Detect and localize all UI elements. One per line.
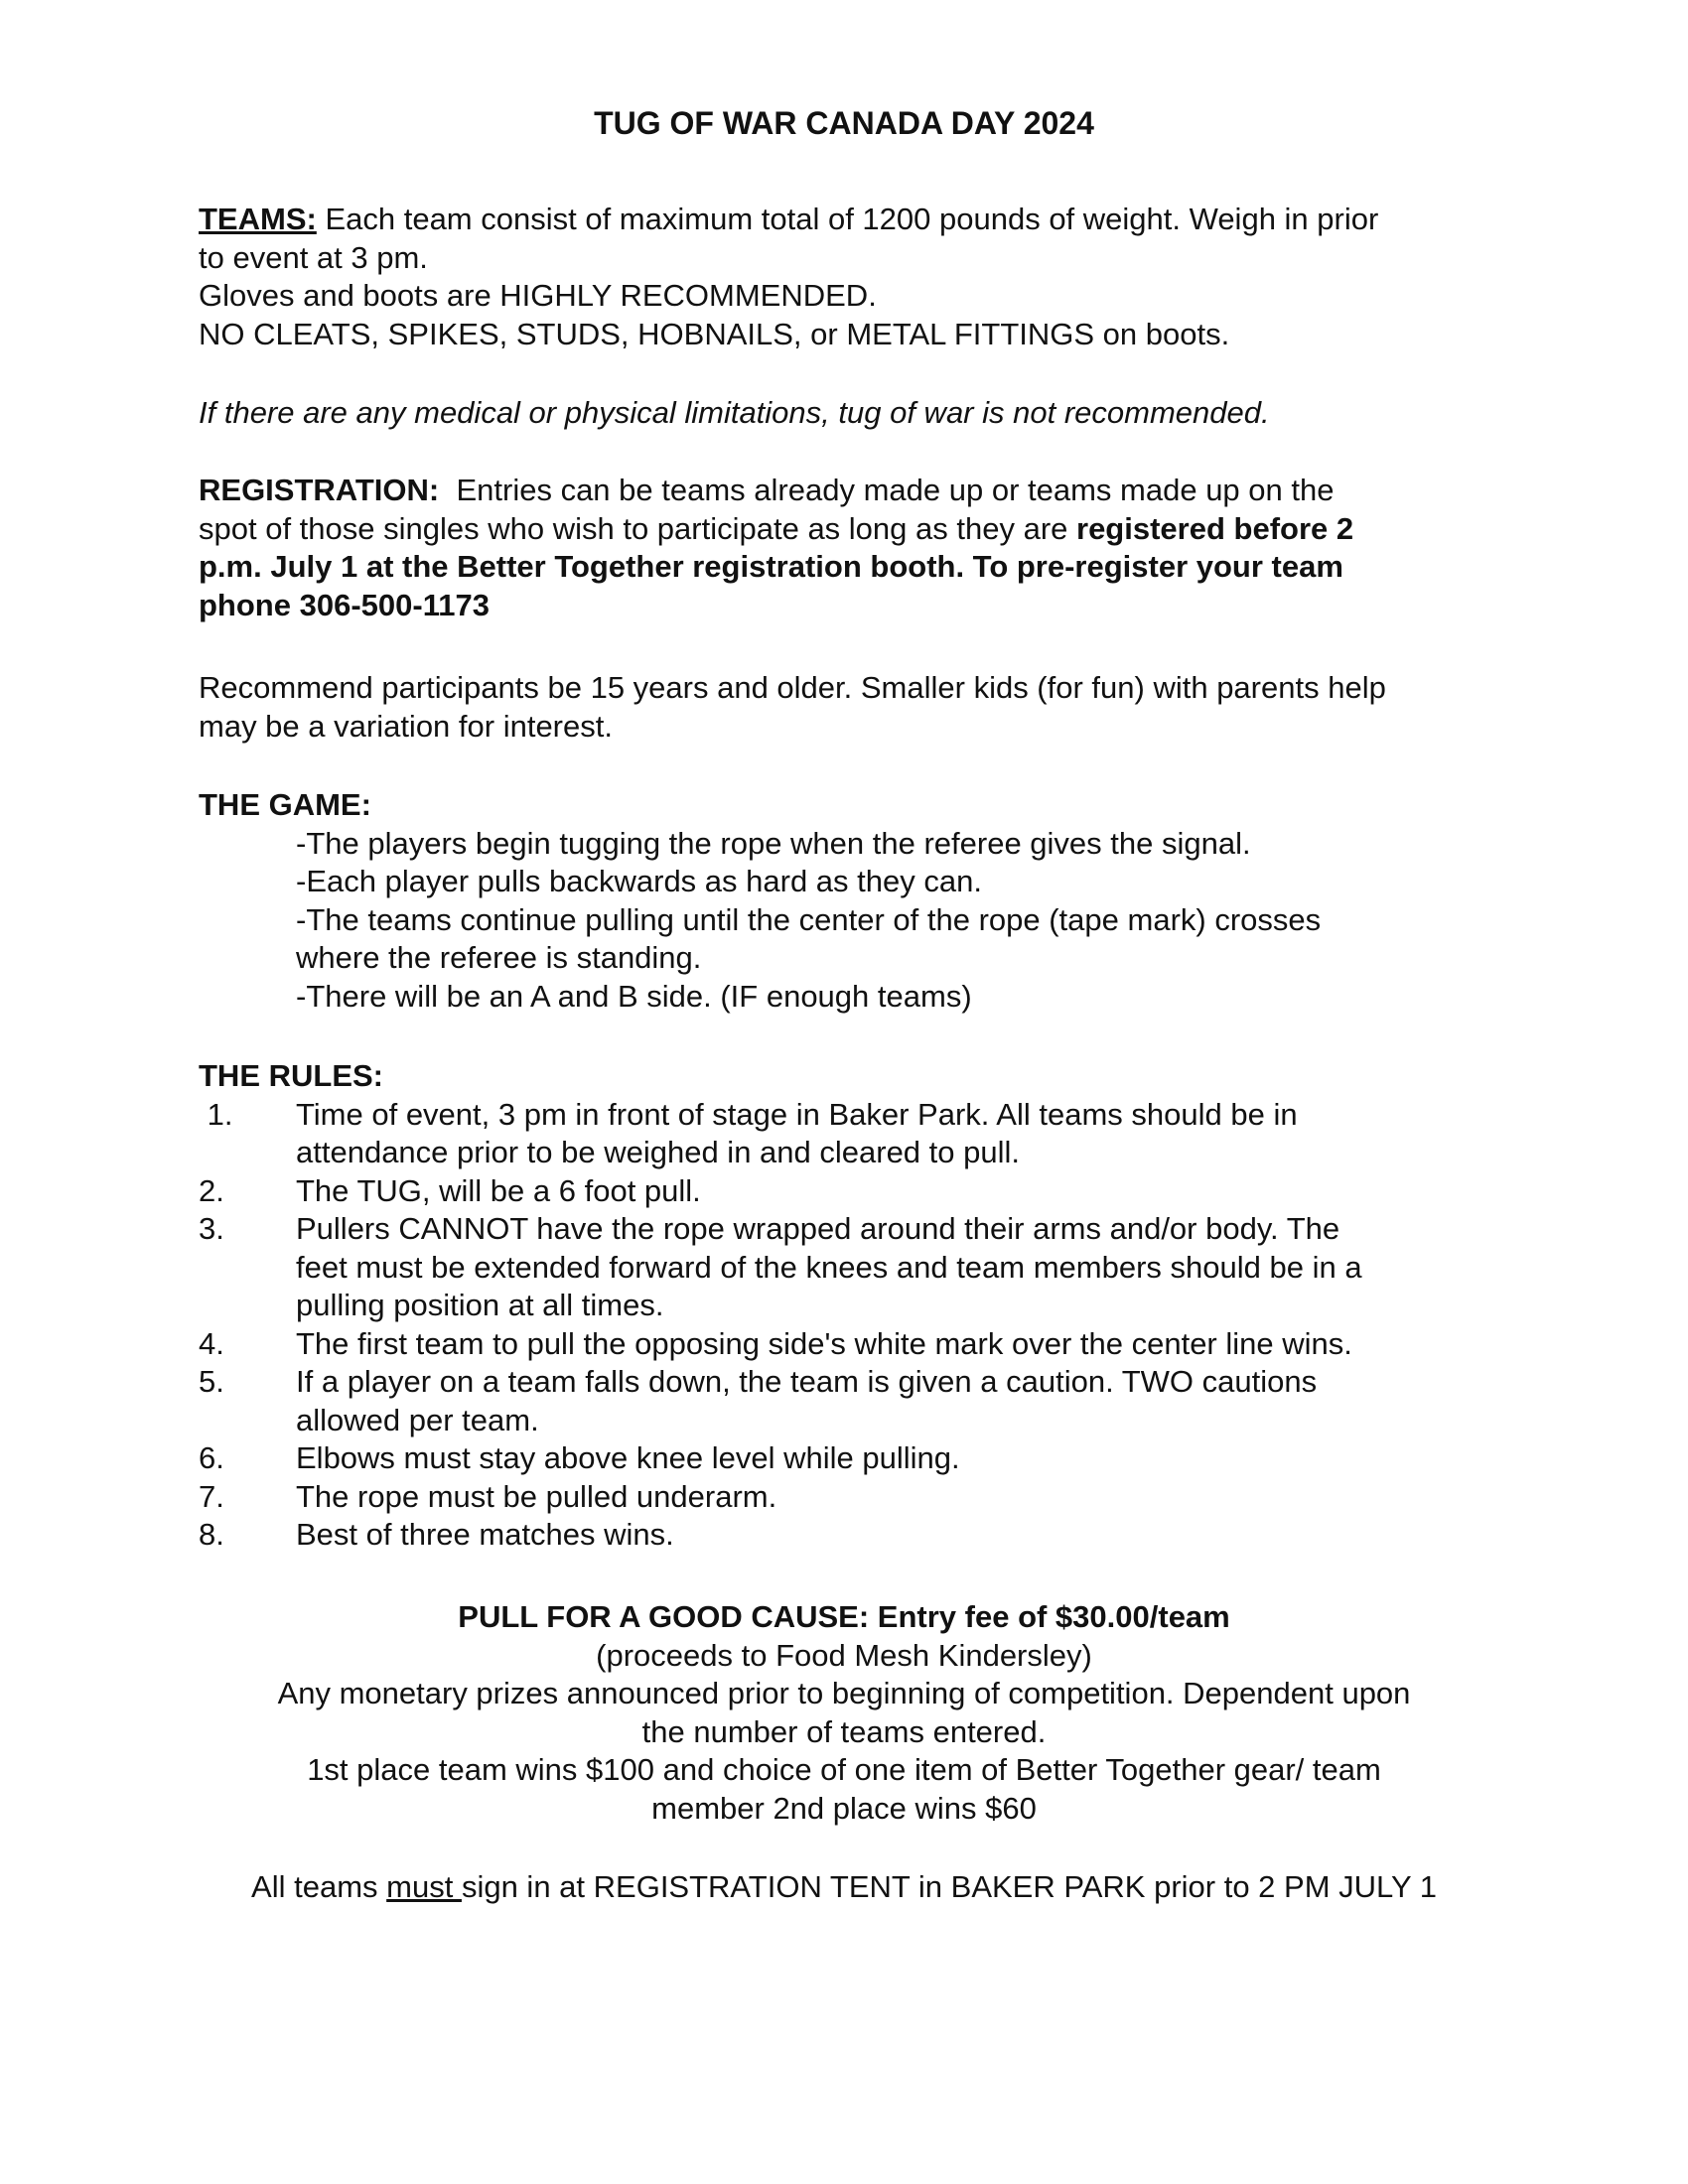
footer-line — [149, 1868, 1539, 1907]
rule-number: 8. — [199, 1517, 224, 1552]
teams-line-3: Gloves and boots are HIGHLY RECOMMENDED. — [199, 278, 877, 313]
teams-section — [199, 201, 1489, 353]
rule-number: 6. — [199, 1440, 224, 1475]
game-line: where the referee is standing. — [296, 940, 702, 975]
rule-item — [199, 1325, 1489, 1364]
game-section — [199, 786, 1489, 1016]
teams-line-1 — [199, 201, 1489, 239]
rule-text: Elbows must stay above knee level while pulling. — [296, 1440, 960, 1475]
rule-text: pulling position at all times. — [296, 1288, 664, 1322]
registration-line-2 — [199, 510, 1489, 549]
page-title: TUG OF WAR CANADA DAY 2024 — [594, 105, 1094, 141]
cause-line-2: Any monetary prizes announced prior to beginning of competition. Dependent upon — [277, 1676, 1411, 1710]
footer-text-pre: All teams — [251, 1869, 387, 1904]
rule-text: The TUG, will be a 6 foot pull. — [296, 1172, 701, 1208]
medical-note: If there are any medical or physical limitations, tug of war is not recommended. — [199, 395, 1270, 430]
footer-text-post: sign in at REGISTRATION TENT in BAKER PARK prior to 2 PM JULY 1 — [461, 1869, 1437, 1904]
rule-number: 2. — [199, 1172, 224, 1208]
rule-item — [199, 1210, 1489, 1325]
registration-line-3: p.m. July 1 at the Better Together registration booth. To pre-register your team — [199, 549, 1343, 584]
registration-deadline: registered before 2 — [1076, 510, 1354, 546]
cause-section — [149, 1598, 1539, 1828]
cause-line-1: (proceeds to Food Mesh Kindersley) — [596, 1637, 1092, 1673]
rule-text: Pullers CANNOT have the rope wrapped around their arms and/or body. The — [296, 1211, 1340, 1246]
game-line: -The players begin tugging the rope when the referee gives the signal. — [296, 825, 1251, 861]
rule-text: The rope must be pulled underarm. — [296, 1478, 777, 1514]
rule-text: feet must be extended forward of the knees and team members should be in a — [296, 1249, 1362, 1285]
registration-text-1: Entries can be teams already made up or teams made up on the — [439, 473, 1335, 507]
rules-section — [199, 1057, 1489, 1555]
cause-line-3: the number of teams entered. — [641, 1713, 1047, 1749]
game-line: -There will be an A and B side. (IF enough teams) — [296, 978, 972, 1014]
game-line: -The teams continue pulling until the center of the rope (tape mark) crosses — [296, 901, 1322, 937]
recommend-section — [199, 669, 1489, 746]
rule-item — [199, 1516, 1489, 1555]
rule-number: 7. — [199, 1478, 224, 1514]
medical-note-section — [199, 394, 1489, 433]
footer-section — [149, 1868, 1539, 1907]
teams-line-4: NO CLEATS, SPIKES, STUDS, HOBNAILS, or METAL FITTINGS on boots. — [199, 316, 1230, 351]
registration-text-2: spot of those singles who wish to participate as long as they are — [199, 510, 1076, 546]
rule-number: 4. — [199, 1325, 224, 1361]
rule-text: allowed per team. — [296, 1402, 539, 1437]
rule-item — [199, 1439, 1489, 1478]
rule-item — [199, 1096, 1489, 1172]
rule-number: 1. — [199, 1096, 233, 1132]
cause-line-4: 1st place team wins $100 and choice of one item of Better Together gear/ team — [307, 1752, 1381, 1787]
registration-phone: phone 306-500-1173 — [199, 587, 490, 622]
rules-list — [199, 1096, 1489, 1555]
cause-line-5: member 2nd place wins $60 — [651, 1790, 1037, 1826]
recommend-line-1: Recommend participants be 15 years and older. Smaller kids (for fun) with parents help — [199, 670, 1386, 705]
rule-text: The first team to pull the opposing side's white mark over the center line wins. — [296, 1325, 1352, 1361]
game-line: -Each player pulls backwards as hard as they can. — [296, 864, 982, 898]
rule-text: Time of event, 3 pm in front of stage in Baker Park. All teams should be in — [296, 1096, 1298, 1132]
rule-item — [199, 1363, 1489, 1439]
registration-line-1 — [199, 472, 1489, 510]
rule-text: If a player on a team falls down, the team is given a caution. TWO cautions — [296, 1364, 1318, 1399]
recommend-line-2: may be a variation for interest. — [199, 708, 613, 744]
rule-number: 5. — [199, 1364, 224, 1399]
rule-number: 3. — [199, 1211, 224, 1246]
teams-line-2: to event at 3 pm. — [199, 239, 428, 275]
rule-item — [199, 1478, 1489, 1517]
footer-must: must — [386, 1869, 462, 1904]
game-heading: THE GAME: — [199, 787, 371, 822]
rule-text: attendance prior to be weighed in and cleared to pull. — [296, 1135, 1020, 1169]
rule-item — [199, 1172, 1489, 1211]
registration-label: REGISTRATION: — [199, 473, 440, 507]
registration-section — [199, 472, 1489, 624]
rules-heading: THE RULES: — [199, 1058, 383, 1093]
rule-text: Best of three matches wins. — [296, 1517, 674, 1552]
cause-heading: PULL FOR A GOOD CAUSE: Entry fee of $30.00/team — [458, 1599, 1230, 1634]
teams-label: TEAMS: — [199, 202, 317, 236]
teams-text-1: Each team consist of maximum total of 1200 pounds of weight. Weigh in prior — [316, 202, 1379, 236]
